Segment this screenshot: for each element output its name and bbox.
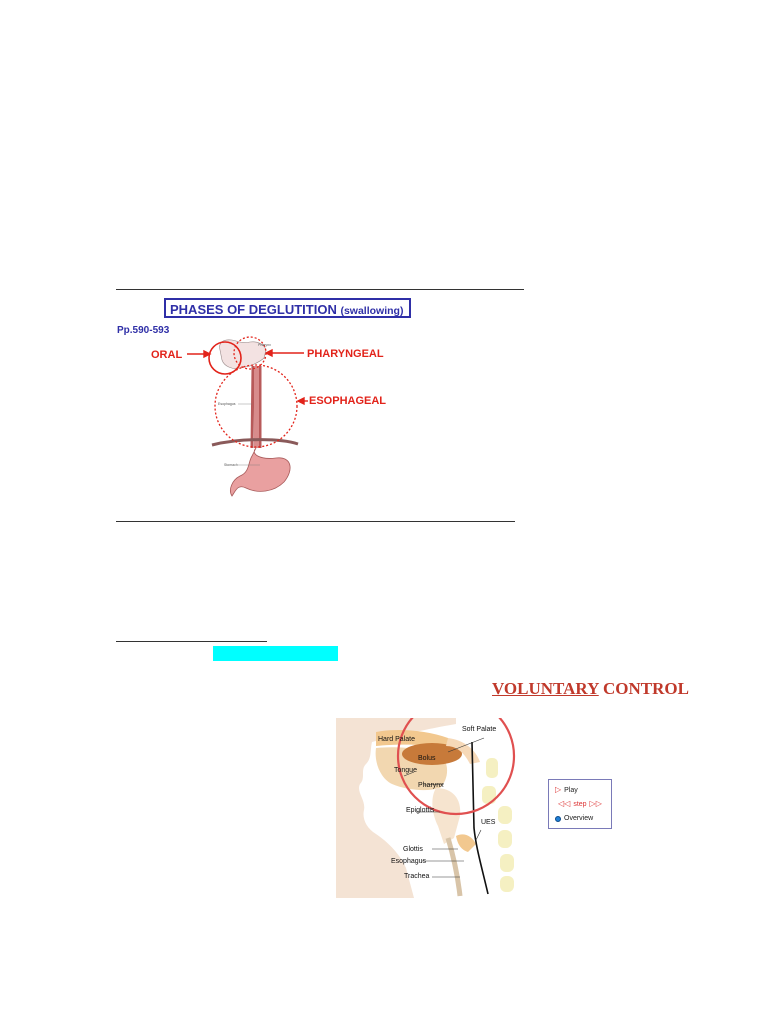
voluntary-control-heading xyxy=(492,679,689,699)
control-word: CONTROL xyxy=(602,679,689,698)
animation-controls xyxy=(548,779,612,829)
voluntary-word: VOLUNTARY xyxy=(492,679,599,698)
esophageal-arrow xyxy=(298,398,308,404)
pharynx-anatomy-label: Pharynx xyxy=(258,343,271,347)
play-label: Play xyxy=(564,786,578,794)
glottis-label: Glottis xyxy=(403,846,423,853)
stomach xyxy=(230,448,290,496)
deglutition-diagram xyxy=(180,330,320,505)
step-forward-icon[interactable]: ▷▷ xyxy=(589,799,602,808)
esophagus-anatomy-label: Esophagus xyxy=(218,402,236,406)
hard-palate-label: Hard Palate xyxy=(378,736,415,743)
bolus-label: Bolus xyxy=(418,755,436,762)
phases-title: PHASES OF DEGLUTITION xyxy=(170,302,337,317)
esophagus-label: Esophagus xyxy=(391,858,427,865)
step-control[interactable] xyxy=(558,800,602,808)
play-control[interactable] xyxy=(555,786,578,794)
overview-control[interactable] xyxy=(555,815,593,822)
phases-subtitle: (swallowing) xyxy=(340,305,404,317)
esophageal-label: ESOPHAGEAL xyxy=(309,395,387,407)
middle-rule xyxy=(116,521,515,522)
ues-label: UES xyxy=(481,819,496,826)
overview-label: Overview xyxy=(564,815,594,822)
page-reference: Pp.590-593 xyxy=(117,325,170,336)
step-back-icon[interactable]: ◁◁ xyxy=(558,799,571,808)
stomach-anatomy-label: Stomach xyxy=(224,463,238,467)
pharyngeal-wall xyxy=(472,742,488,894)
soft-palate-label: Soft Palate xyxy=(462,726,497,733)
play-icon: ▷ xyxy=(555,785,562,794)
top-rule xyxy=(116,289,524,290)
pharyngeal-arrow xyxy=(266,350,304,356)
tongue-label: Tongue xyxy=(394,767,417,774)
pharynx-label: Pharynx xyxy=(418,782,444,789)
overview-icon xyxy=(555,816,561,822)
pharyngeal-label: PHARYNGEAL xyxy=(307,348,384,360)
trachea-label: Trachea xyxy=(404,873,430,880)
oral-arrow xyxy=(187,351,210,357)
phases-title-box xyxy=(164,298,411,318)
step-label: step xyxy=(573,800,587,808)
short-rule xyxy=(116,641,267,642)
highlight-bar xyxy=(213,646,338,661)
epiglottis-label: Epiglottis xyxy=(406,807,435,814)
oral-label: ORAL xyxy=(151,349,183,361)
